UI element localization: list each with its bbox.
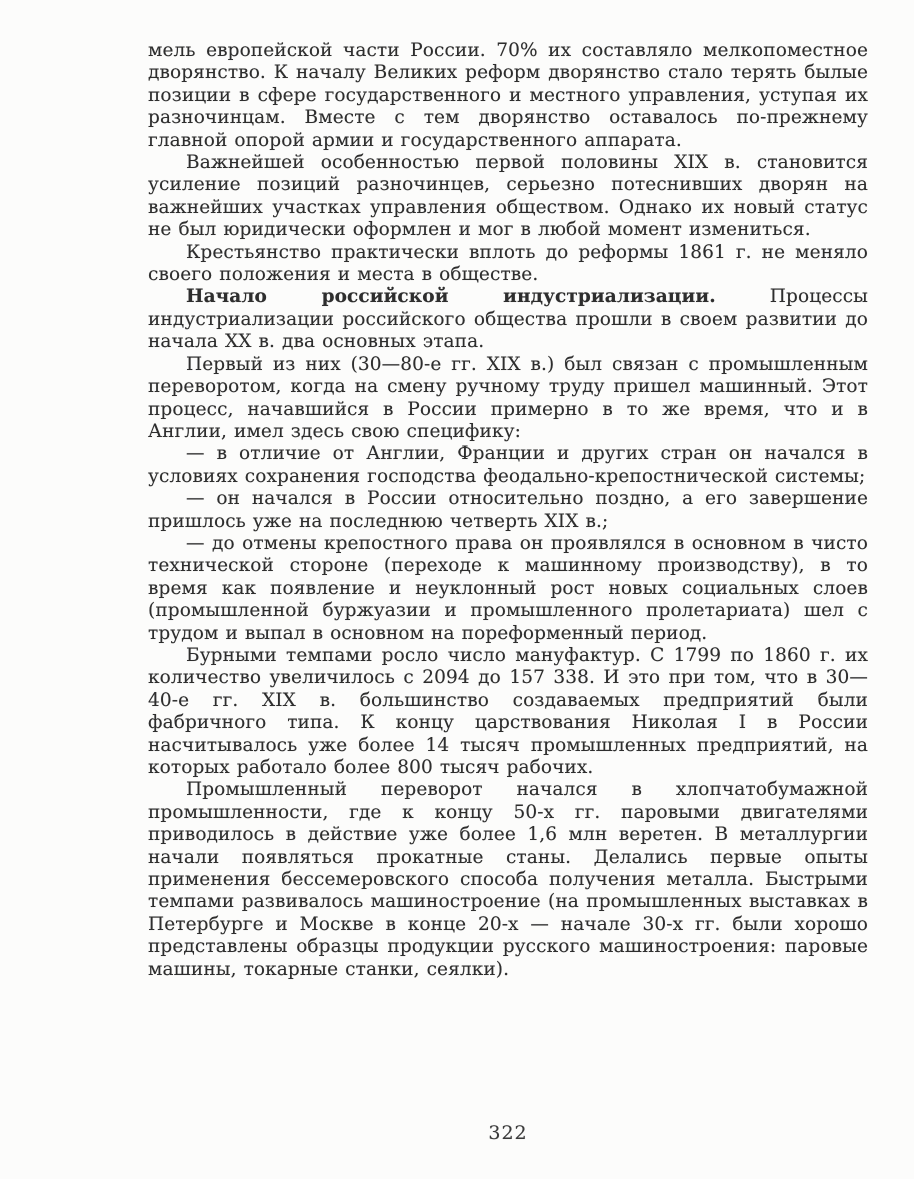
list-item-dash: — в отличие от Англии, Франции и других стран он начался в условиях сохранения господства феодально-крепостнической системы; (148, 443, 868, 487)
paragraph: Бурными темпами росло число мануфактур. С 1799 по 1860 г. их количество увеличилось с 2094 до 157 338. И это при том, что в 30—40-е гг. XIX в. большинство создаваемых предприятий были фабричного типа. К концу царствования Николая I в России насчитывалось уже более 14 тысяч промышленных предприятий, на которых работало более 800 тысяч рабочих. (148, 644, 868, 778)
list-item-dash: — он начался в России относительно поздно, а его завершение пришлось уже на последнюю четверть XIX в.; (148, 488, 868, 532)
section-heading: Начало российской индустриализации. (186, 286, 716, 308)
paragraph: Первый из них (30—80-е гг. XIX в.) был связан с промышленным переворотом, когда на смену ручному труду пришел машинный. Этот процесс, начавшийся в России примерно в то же время, что и в Англии, имел здесь свою специфику: (148, 353, 868, 442)
paragraph-section-start (148, 286, 868, 353)
paragraph: Важнейшей особенностью первой половины XIX в. становится усиление позиций разночинцев, серьезно потеснивших дворян на важнейших участках управления обществом. Однако их новый статус не был юридически оформлен и мог в любой момент измениться. (148, 152, 868, 241)
page-number: 322 (488, 1122, 528, 1144)
paragraph: Крестьянство практически вплоть до реформы 1861 г. не меняло своего положения и места в обществе. (148, 241, 868, 286)
paragraph-continuation: мель европейской части России. 70% их составляло мелкопоместное дворянство. К началу Великих реформ дворянство стало терять былые позиции в сфере государственного и местного управления, уступая их разночинцам. Вместе с тем дворянство оставалось по-прежнему главной опорой армии и государственного аппарата. (148, 40, 868, 151)
page-text (148, 40, 868, 981)
paragraph-text: Процессы индустриализации российского общества прошли в своем развитии до начала XX в. два основных этапа. (148, 286, 869, 353)
paragraph: Промышленный переворот начался в хлопчатобумажной промышленности, где к концу 50-х гг. паровыми двигателями приводилось в действие уже более 1,6 млн веретен. В металлургии начали появляться прокатные станы. Делались первые опыты применения бессемеровского способа получения металла. Быстрыми темпами развивалось машиностроение (на промышленных выставках в Петербурге и Москве в конце 20-х — начале 30-х гг. были хорошо представлены образцы продукции русского машиностроения: паровые машины, токарные станки, сеялки). (148, 779, 868, 980)
list-item-dash: — до отмены крепостного права он проявлялся в основном в чисто технической стороне (переходе к машинному производству), в то время как появление и неуклонный рост новых социальных слоев (промышленной буржуазии и промышленного пролетариата) шел с трудом и выпал в основном на пореформенный период. (148, 532, 868, 644)
